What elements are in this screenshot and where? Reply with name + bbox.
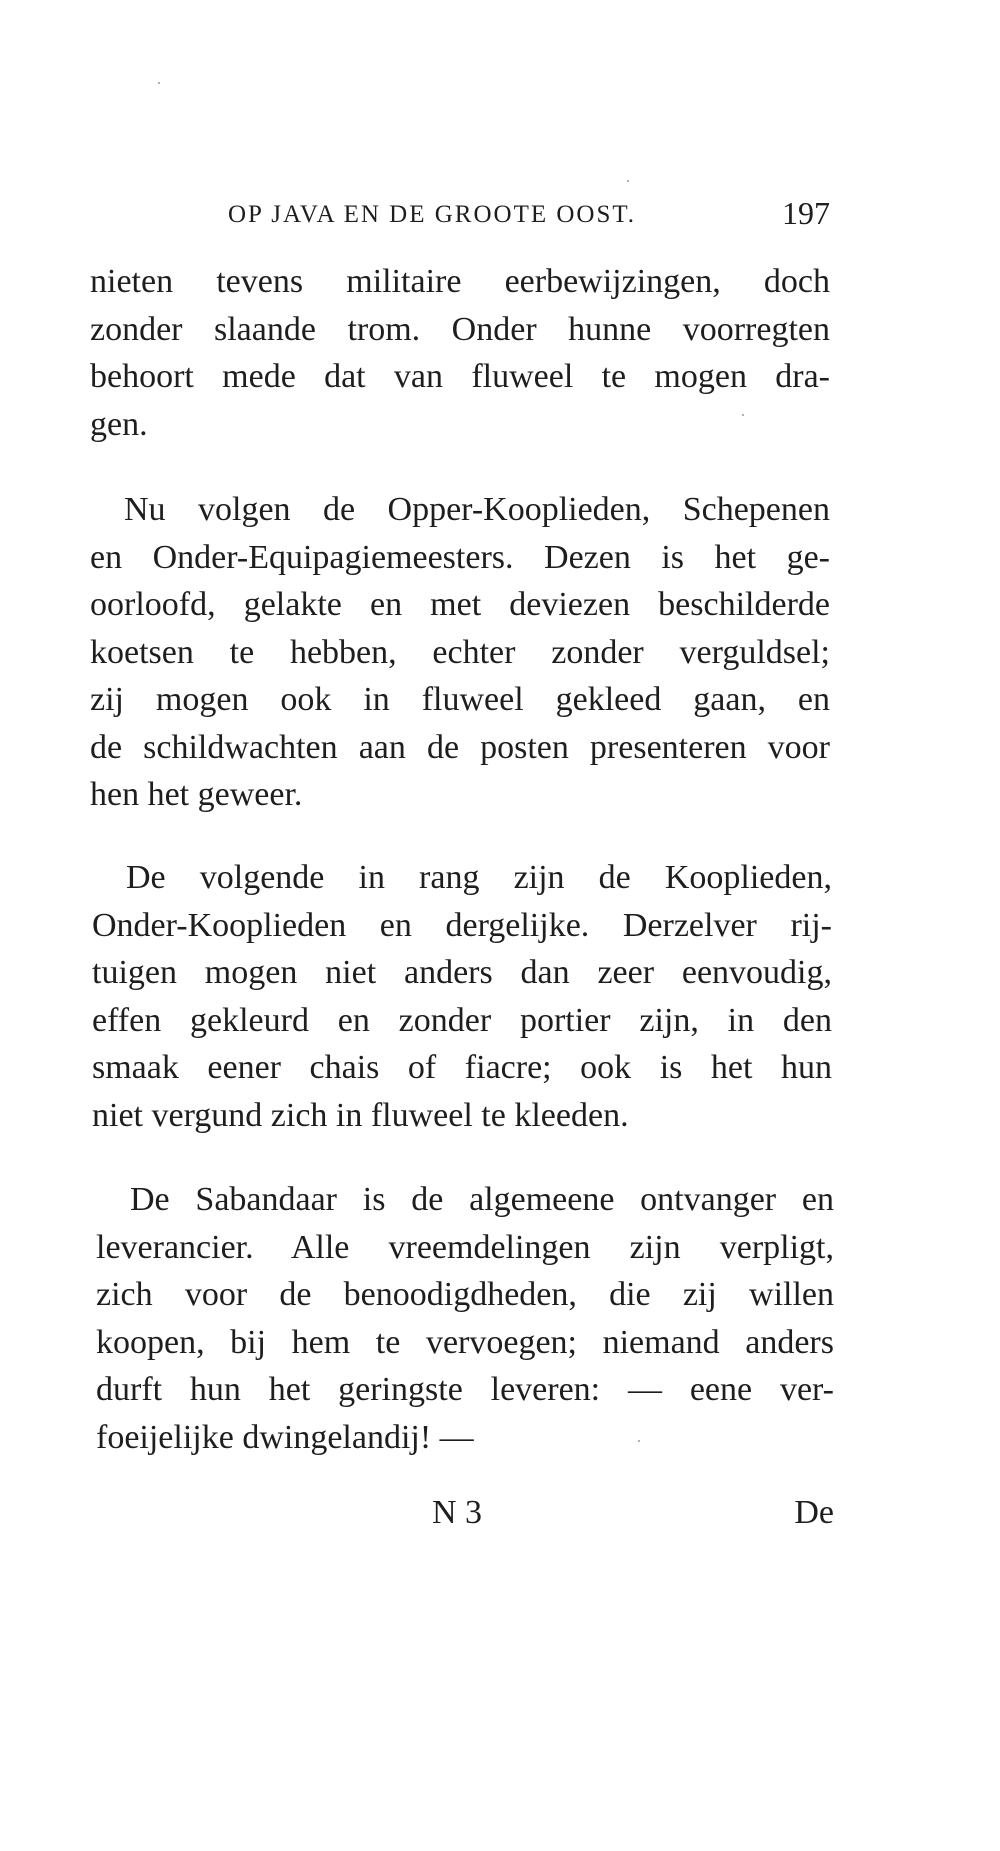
- catchword: De: [794, 1494, 834, 1531]
- text-line: de schildwachten aan de posten presenteren voor: [90, 728, 830, 766]
- text-line: Nu volgen de Opper-Kooplieden, Schepenen: [124, 491, 830, 528]
- paragraph: [90, 486, 830, 819]
- text-line: behoort mede dat van fluweel te mogen dra-: [90, 358, 830, 395]
- text-line: foeijelijke dwingelandij! —: [96, 1418, 474, 1456]
- text-line: koetsen te hebben, echter zonder verguldsel;: [90, 633, 830, 671]
- text-line: Onder-Kooplieden en dergelijke. Derzelver rij-: [92, 906, 832, 944]
- text-line: leverancier. Alle vreemdelingen zijn verpligt,: [96, 1228, 834, 1266]
- text-line: zonder slaande trom. Onder hunne voorregten: [90, 310, 830, 348]
- paragraph: [90, 258, 830, 448]
- text-line: De volgende in rang zijn de Kooplieden,: [126, 859, 832, 896]
- text-line: hen het geweer.: [90, 776, 303, 813]
- running-head: [90, 195, 830, 235]
- paragraph: [96, 1176, 834, 1461]
- text-line: smaak eener chais of fiacre; ook is het hun: [92, 1049, 832, 1086]
- text-line: nieten tevens militaire eerbewijzingen, doch: [90, 263, 830, 300]
- page-footer: [96, 1494, 834, 1544]
- text-line: tuigen mogen niet anders dan zeer eenvoudig,: [92, 954, 832, 991]
- text-line: De Sabandaar is de algemeene ontvanger en: [130, 1181, 834, 1218]
- running-title: OP JAVA EN DE GROOTE OOST.: [228, 201, 637, 228]
- text-line: zich voor de benoodigdheden, die zij willen: [96, 1276, 834, 1313]
- text-line: effen gekleurd en zonder portier zijn, in den: [92, 1001, 832, 1039]
- page-number: 197: [782, 195, 830, 231]
- text-line: niet vergund zich in fluweel te kleeden.: [92, 1096, 629, 1134]
- text-line: zij mogen ook in fluweel gekleed gaan, en: [90, 681, 830, 718]
- paragraph: [92, 854, 832, 1139]
- text-line: gen.: [90, 405, 148, 443]
- text-line: en Onder-Equipagiemeesters. Dezen is het ge-: [90, 538, 830, 576]
- paper-speck: [627, 180, 629, 182]
- text-line: oorloofd, gelakte en met deviezen beschilderde: [90, 586, 830, 623]
- signature-mark: N 3: [432, 1494, 483, 1531]
- paper-speck: [158, 82, 160, 84]
- text-line: durft hun het geringste leveren: — eene ver-: [96, 1371, 834, 1408]
- text-line: koopen, bij hem te vervoegen; niemand anders: [96, 1323, 834, 1361]
